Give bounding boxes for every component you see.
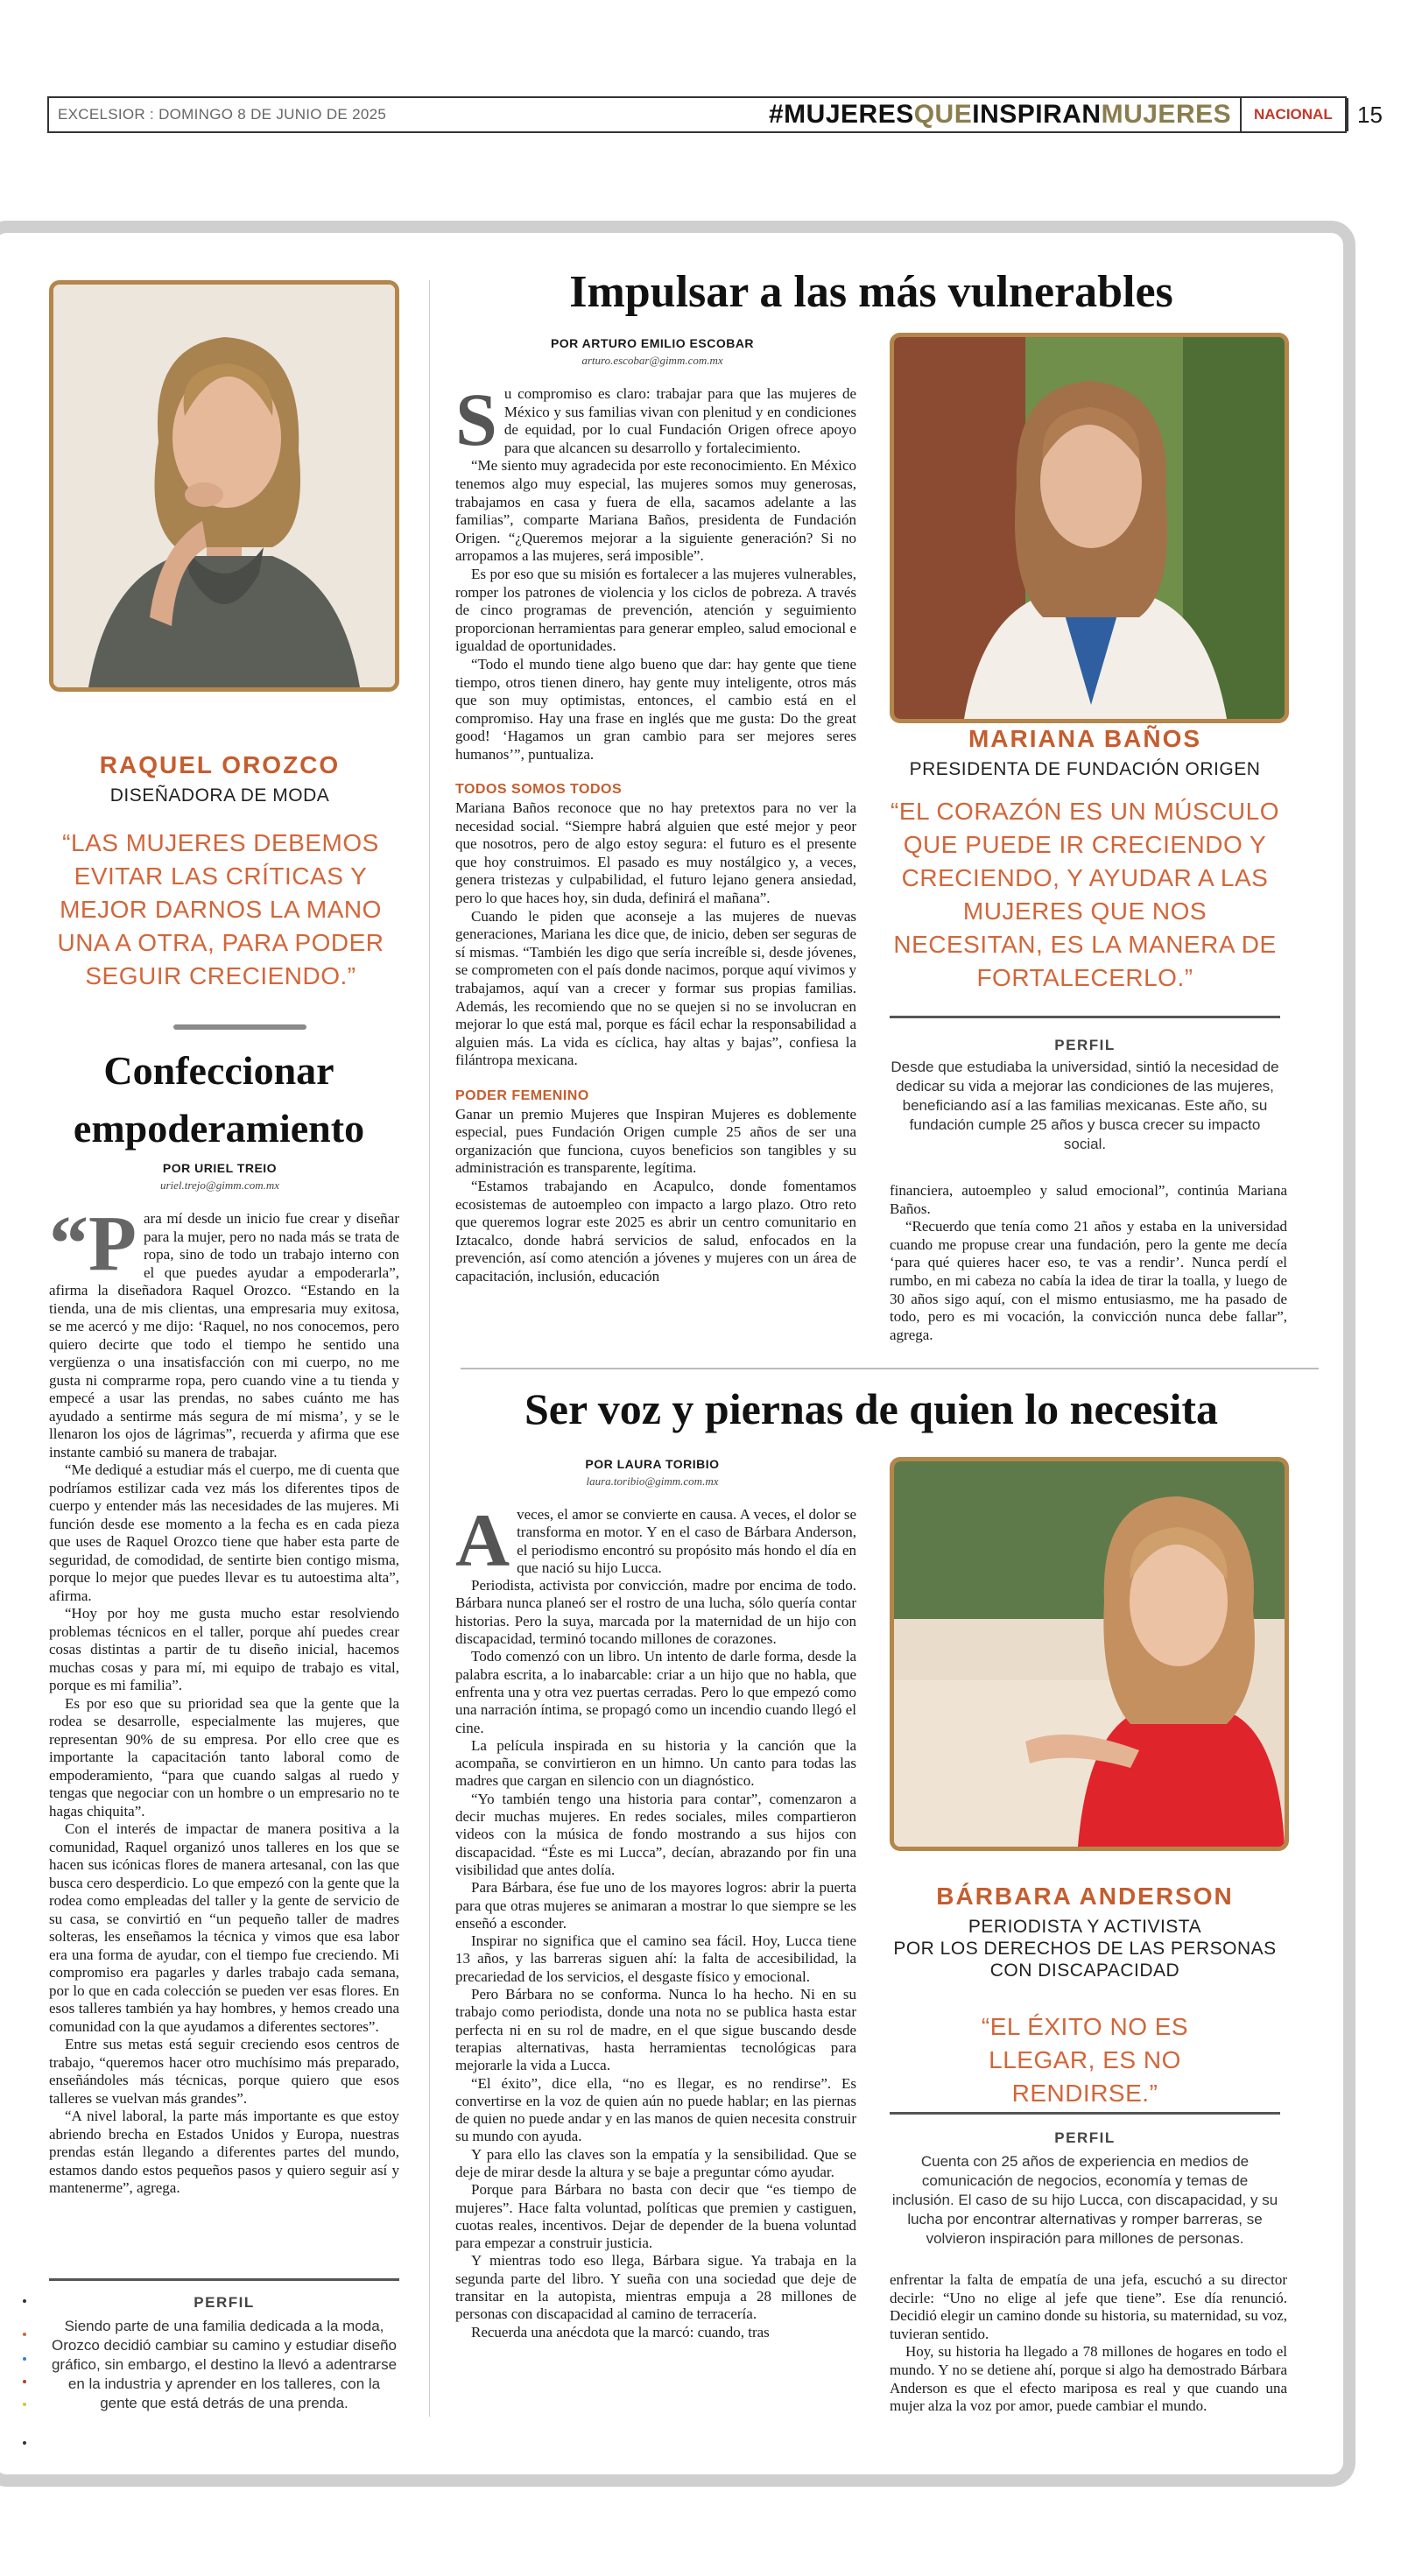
barbara-perfil-title: PERFIL <box>1054 2129 1116 2146</box>
raquel-perfil-text: Siendo parte de una familia dedicada a la moda, Orozco decidió cambiar su camino y estudiar diseño gráfico, sin embargo, el destino la llevó a adentrarse en la industria y aprender en los talleres, con la gente que está detrás de una prenda. <box>51 2318 398 2411</box>
column-divider <box>429 280 430 2417</box>
barbara-headline: Ser voz y piernas de quien lo necesita <box>524 1384 1219 1433</box>
subheading-todos: TODOS SOMOS TODOS <box>455 782 623 798</box>
barbara-article-body: A veces, el amor se convierte en causa. A veces, el dolor se transforma en motor. Y en el caso de Bárbara Anderson, el periodismo encontró su propósito más hondo el día en que nació su hijo Lucca. Periodista, activista por convicción, madre por encima de todo. Bárbara nunca planeó ser el rostro de una lucha, sólo quería contar historias. Pero la suya, marcada por la maternidad de un hijo con discapacidad, terminó tocando millones de corazones. Todo comenzó con un libro. Un intento de darle forma, desde la palabra escrita, a lo inabarcable: criar a un hijo que no habla, que enfrenta una y otra vez puertas cerradas. Pero lo que empezó como una narración íntima, se propagó como un incendio cuando llegó el cine. La película inspirada en su historia y la canción que la acompaña, se convirtieron en un himno. Un canto para todas las madres que cargan en silencio con un diagnóstico. “Yo también tengo una historia para contar”, comenzaron a decir muchas mujeres. En redes sociales, miles compartieron videos con la música de fondo mostrando a sus hijos con discapacidad. “Éste es mi Lucca”, decían, abrazando por fin una visibilidad que antes dolía. Para Bárbara, ése fue uno de los mayores logros: abrir la puerta para que otras mujeres se animaran a mostrar lo que siempre se les enseñó a esconder. Inspirar no significa que el camino sea fácil. Hoy, Lucca tiene 13 años, y las barreras siguen ahí: la falta de accesibilidad, la precariedad de los servicios, el desgaste físico y emocional. Pero Bárbara no se conforma. Nunca lo ha hecho. Ni en su trabajo como periodista, donde una nota no se publica hasta estar perfecta ni en su rol de madre, en el que sigue buscando desde terapias alternativas, hasta herramientas tecnológicas para mejorarle la vida a Lucca. “El éxito”, dice ella, “no es llegar, es no rendirse”. Es convertirse en la voz de quien aún no puede hablar; en las piernas de quien no puede andar y en las manos de quien necesita construir su mundo con ayuda. Y para ello las claves son la empatía y la sensibilidad. Que se deje de mirar desde la altura y se baje a preguntar cómo ayudar. Porque para Bárbara no basta con decir que “es tiempo de mujeres”. Hace falta voluntad, políticas que premien y castiguen, cuotas reales, incentivos. Dejar de depender de la buena voluntad para empezar a construir justicia. Y mientras todo eso llega, Bárbara sigue. Ya trabaja en la segunda parte del libro. Y sueña con una sociedad que deje de transitar en la autopista, mientras empuja a 28 millones de personas con discapacidad al camino de terracería. Recuerda una anécdota que la marcó: cuando, tras <box>455 1498 856 2340</box>
barbara-article-continued: enfrentar la falta de empatía de una jefa, escuchó a su director decirle: “Uno no elige al jefe que tiene”. Ese día renunció. Decidió elegir un camino donde su historia, su maternidad, su voz, tuvieran sentido. Hoy, su historia ha llegado a 78 millones de hogares en todo el mundo. Y no se detiene ahí, porque si algo ha demostrado Bárbara Anderson es que el efecto mariposa es real y que cuando una mujer alza la voz por amor, puede cambiar el mundo. <box>890 2271 1287 2415</box>
page-header <box>47 96 1383 133</box>
section-hashtag: #MUJERESQUEINSPIRANMUJERES <box>769 100 1232 129</box>
raquel-headline: Confeccionar empoderamiento <box>73 1048 365 1151</box>
mariana-perfil-text: Desde que estudiaba la universidad, sintió la necesidad de dedicar su vida a mejorar las condiciones de las mujeres, beneficiando así a las familias mexicanas. Este año, su fundación cumple 25 años y busca crecer su impacto social. <box>891 1059 1279 1152</box>
mariana-banos-photo <box>890 333 1289 723</box>
section-label: NACIONAL <box>1254 106 1333 123</box>
barbara-anderson-role: PERIODISTA Y ACTIVISTA POR LOS DERECHOS DE LAS PERSONAS CON DISCAPACIDAD <box>893 1917 1277 1981</box>
perfil-rule <box>890 1016 1280 1018</box>
drop-cap: “P <box>49 1200 137 1287</box>
quote-divider <box>173 1024 306 1030</box>
raquel-orozco-quote: “LAS MUJERES DEBEMOS EVITAR LAS CRÍTICAS Y MEJOR DARNOS LA MANO UNA A OTRA, PARA PODER SEGUIR CRECIENDO.” <box>57 829 384 989</box>
barbara-byline: POR LAURA TORIBIO <box>585 1457 720 1471</box>
drop-cap: A <box>455 1498 510 1582</box>
perfil-rule <box>49 2278 399 2281</box>
story-divider <box>461 1368 1319 1369</box>
mariana-banos-name: MARIANA BAÑOS <box>968 725 1202 752</box>
barbara-perfil-text: Cuenta con 25 años de experiencia en medios de comunicación de negocios, economía y temas de inclusión. El caso de su hijo Lucca, con discapacidad, y su lucha por encontrar alternativas y romper barreras, se volvieron inspiración para millones de personas. <box>891 2153 1278 2247</box>
mariana-byline: POR ARTURO EMILIO ESCOBAR <box>550 336 755 350</box>
barbara-email: laura.toribio@gimm.com.mx <box>586 1475 719 1488</box>
mariana-perfil-title: PERFIL <box>1054 1037 1116 1053</box>
raquel-byline: POR URIEL TREIO <box>162 1161 278 1175</box>
mariana-article-continued: financiera, autoempleo y salud emocional”, continúa Mariana Baños. “Recuerdo que tenía como 21 años y estaba en la universidad cuando me propuse crear una fundación, pero la gente me decía ‘para qué quieres hacer eso, te vas a rendir’. Nunca perdí el rumbo, en mi cabeza no cabía la idea de tirar la toalla, y luego de 30 años sigo aquí, con el mismo entusiasmo, me ha pasado de todo, pero es mi vocación, la convicción nunca debe fallar”, agrega. <box>890 1182 1287 1343</box>
subheading-poder: PODER FEMENINO <box>455 1087 589 1103</box>
barbara-anderson-name: BÁRBARA ANDERSON <box>936 1883 1234 1910</box>
raquel-perfil-title: PERFIL <box>194 2294 255 2311</box>
page-number: 15 <box>1357 102 1383 128</box>
raquel-orozco-photo <box>49 280 399 692</box>
mariana-banos-quote: “EL CORAZÓN ES UN MÚSCULO QUE PUEDE IR CRECIENDO Y CRECIENDO, Y AYUDAR A LAS MUJERES QUE NOS NECESITAN, ES LA MANERA DE FORTALECERLO.” <box>891 798 1279 991</box>
drop-cap: S <box>455 377 497 461</box>
raquel-article-body: “P ara mí desde un inicio fue crear y diseñar para la mujer, pero no nada más se trata de ropa, sino de todo un trabajo interno con el que puedes ayudar a empoderarla”, afirma la diseñadora Raquel Orozco. “Estando en la tienda, una de mis clientas, una empresaria muy exitosa, se me acercó y me dijo: ‘Raquel, no nos conocemos, pero quiero decirte que todo el tiempo he sentido una vergüenza o una insatisfacción con mi cuerpo, no me gusta ni comprarme ropa, pero cuando vine a tu tienda y empecé a usar las prendas, no sabes cuánto me has ayudado a sentirme más segura de mí misma’, y se le llenaron los ojos de lágrimas”, recuerda y afirma que ese instante cambió su manera de trabajar. “Me dediqué a estudiar más el cuerpo, me di cuenta que podríamos estilizar cada vez más los diferentes tipos de cuerpo y entender más las necesidades de las mujeres. Mi función desde ese momento a la fecha es en cada pieza que uses de Raquel Orozco tiene que haber esta parte de seguridad, de comodidad, de sentirte bien contigo misma, porque lo mejor que puedes llevar es tu autoestima alta”, afirma. “Hoy por hoy me gusta mucho estar resolviendo problemas técnicos en el taller, porque ahí puedes crear cosas distintas a partir de tu diseño inicial, hacemos muchas cosas y para mí, mi equipo de trabajo es vital, porque es mi familia”. Es por eso que su prioridad sea que la gente que la rodea se desarrolle, especialmente las mujeres, que representan 90% de su empresa. Por ello cree que es importante la capacitación tanto laboral como de empoderamiento, “para que cuando salgas al ruedo y tengas que negociar con un hombre o un empresario no te hagas chiquita”. Con el interés de impactar de manera positiva a la comunidad, Raquel organizó unos talleres en los que se hacen sus icónicas flores de manera artesanal, con las que busca cero desperdicio. Lo que empezó con la gente que la rodea como empleadas del taller y la gente de servicio de su casa, se convirtió en “un pequeño taller de madres solteras, les enseñamos la técnica y vimos que esa labor era una forma de ayudar, con el tiempo fue creciendo. Mi compromiso era pagarles y darles trabajo cada semana, por lo que en cada colección se pueden ver esas flores. En esos talleres también ya hay hombres, y hemos creado una comunidad con la que ayudamos a diferentes sectores”. Entre sus metas está seguir creciendo esos centros de trabajo, “queremos hacer otro muchísimo más preparado, enseñándoles más técnicas, porque quiero que esos talleres se vuelvan más grandes”. “A nivel laboral, la parte más importante es que estoy abriendo brecha en Estados Unidos y Europa, nuestras prendas están llegando a diferentes partes del mundo, estamos dando estos pequeños pasos y quiero seguir así y mantenerme”, agrega. <box>49 1200 399 2196</box>
barbara-anderson-photo <box>890 1457 1289 1851</box>
perfil-rule <box>890 2112 1280 2115</box>
mariana-email: arturo.escobar@gimm.com.mx <box>581 354 723 367</box>
dateline: EXCELSIOR : DOMINGO 8 DE JUNIO DE 2025 <box>58 106 387 123</box>
raquel-orozco-role: DISEÑADORA DE MODA <box>109 785 330 806</box>
mariana-headline: Impulsar a las más vulnerables <box>569 267 1173 317</box>
raquel-email: uriel.trejo@gimm.com.mx <box>159 1179 280 1192</box>
raquel-orozco-name: RAQUEL OROZCO <box>99 751 341 778</box>
mariana-article-body: S u compromiso es claro: trabajar para que las mujeres de México y sus familias vivan con plenitud y en condiciones de equidad, por lo cual Fundación Origen ofrece apoyo para que alcancen su desarrollo y fortalecimiento. “Me siento muy agradecida por este reconocimiento. En México tenemos algo muy especial, las mujeres somos muy generosas, trabajamos en casa y fuera de ella, sacamos adelante a las familias”, comparte Mariana Baños, presidenta de Fundación Origen. “¿Queremos mejorar a la siguiente generación? Si no arropamos a las mujeres, será imposible”. Es por eso que su misión es fortalecer a las mujeres vulnerables, romper los patrones de violencia y los ciclos de pobreza. A través de cinco programas de prevención, atención y seguimiento proporcionan herramientas para generar empleo, salud emocional e igualdad de oportunidades. “Todo el mundo tiene algo bueno que dar: hay gente que tiene tiempo, otros tienen dinero, hay gente muy inteligente, otros más que son muy optimistas, entonces, el cambio está en el compromiso. Hay una frase en inglés que me gusta: Do the great good! ‘Hagamos un gran cambio para ser mejores seres humanos’”, puntualiza. TODOS SOMOS TODOS Mariana Baños reconoce que no hay pretextos para no ver la necesidad social. “Siempre habrá alguien que esté mejor y peor que nosotros, pero de algo estoy segura: el futuro es el presente que hoy construimos. El pasado es muy nostálgico y, a veces, genera tristezas y culpabilidad, el futuro lejano genera ansiedad, pero lo que haces hoy, sin duda, definirá el mañana”. Cuando le piden que aconseje a las mujeres de nuevas generaciones, Mariana les dice que, de inicio, deben ser seguras de sí mismas. “También les digo que sería increíble si, desde jóvenes, se comprometen con el país donde nacimos, porque aquí vivimos y trabajamos, aquí van a crecer y formar sus propias familias. Además, les recomiendo que no se quejen si no se involucran en mejorar lo que está mal, porque es fácil echar la responsabilidad a alguien más. La vida es cíclica, hay altas y bajas”, confiesa la filántropa mexicana. PODER FEMENINO Ganar un premio Mujeres que Inspiran Mujeres es doblemente especial, pues Fundación Origen cumple 25 años de ser una organización que funciona, cuyos beneficios son tangibles y su administración es transparente, legítima. “Estamos trabajando en Acapulco, donde fomentamos ecosistemas de autoempleo con impacto a largo plazo. Otro reto que queremos lograr este 2025 es abrir un centro comunitario en Iztacalco, donde habrá servicios de salud, enfocados en la prevención, así como atención a jóvenes y mujeres con un área de capacitación, inclusión, educación <box>455 377 856 1284</box>
barbara-anderson-quote: “EL ÉXITO NO ES LLEGAR, ES NO RENDIRSE.” <box>981 2013 1189 2107</box>
mariana-banos-role: PRESIDENTA DE FUNDACIÓN ORIGEN <box>909 759 1261 779</box>
